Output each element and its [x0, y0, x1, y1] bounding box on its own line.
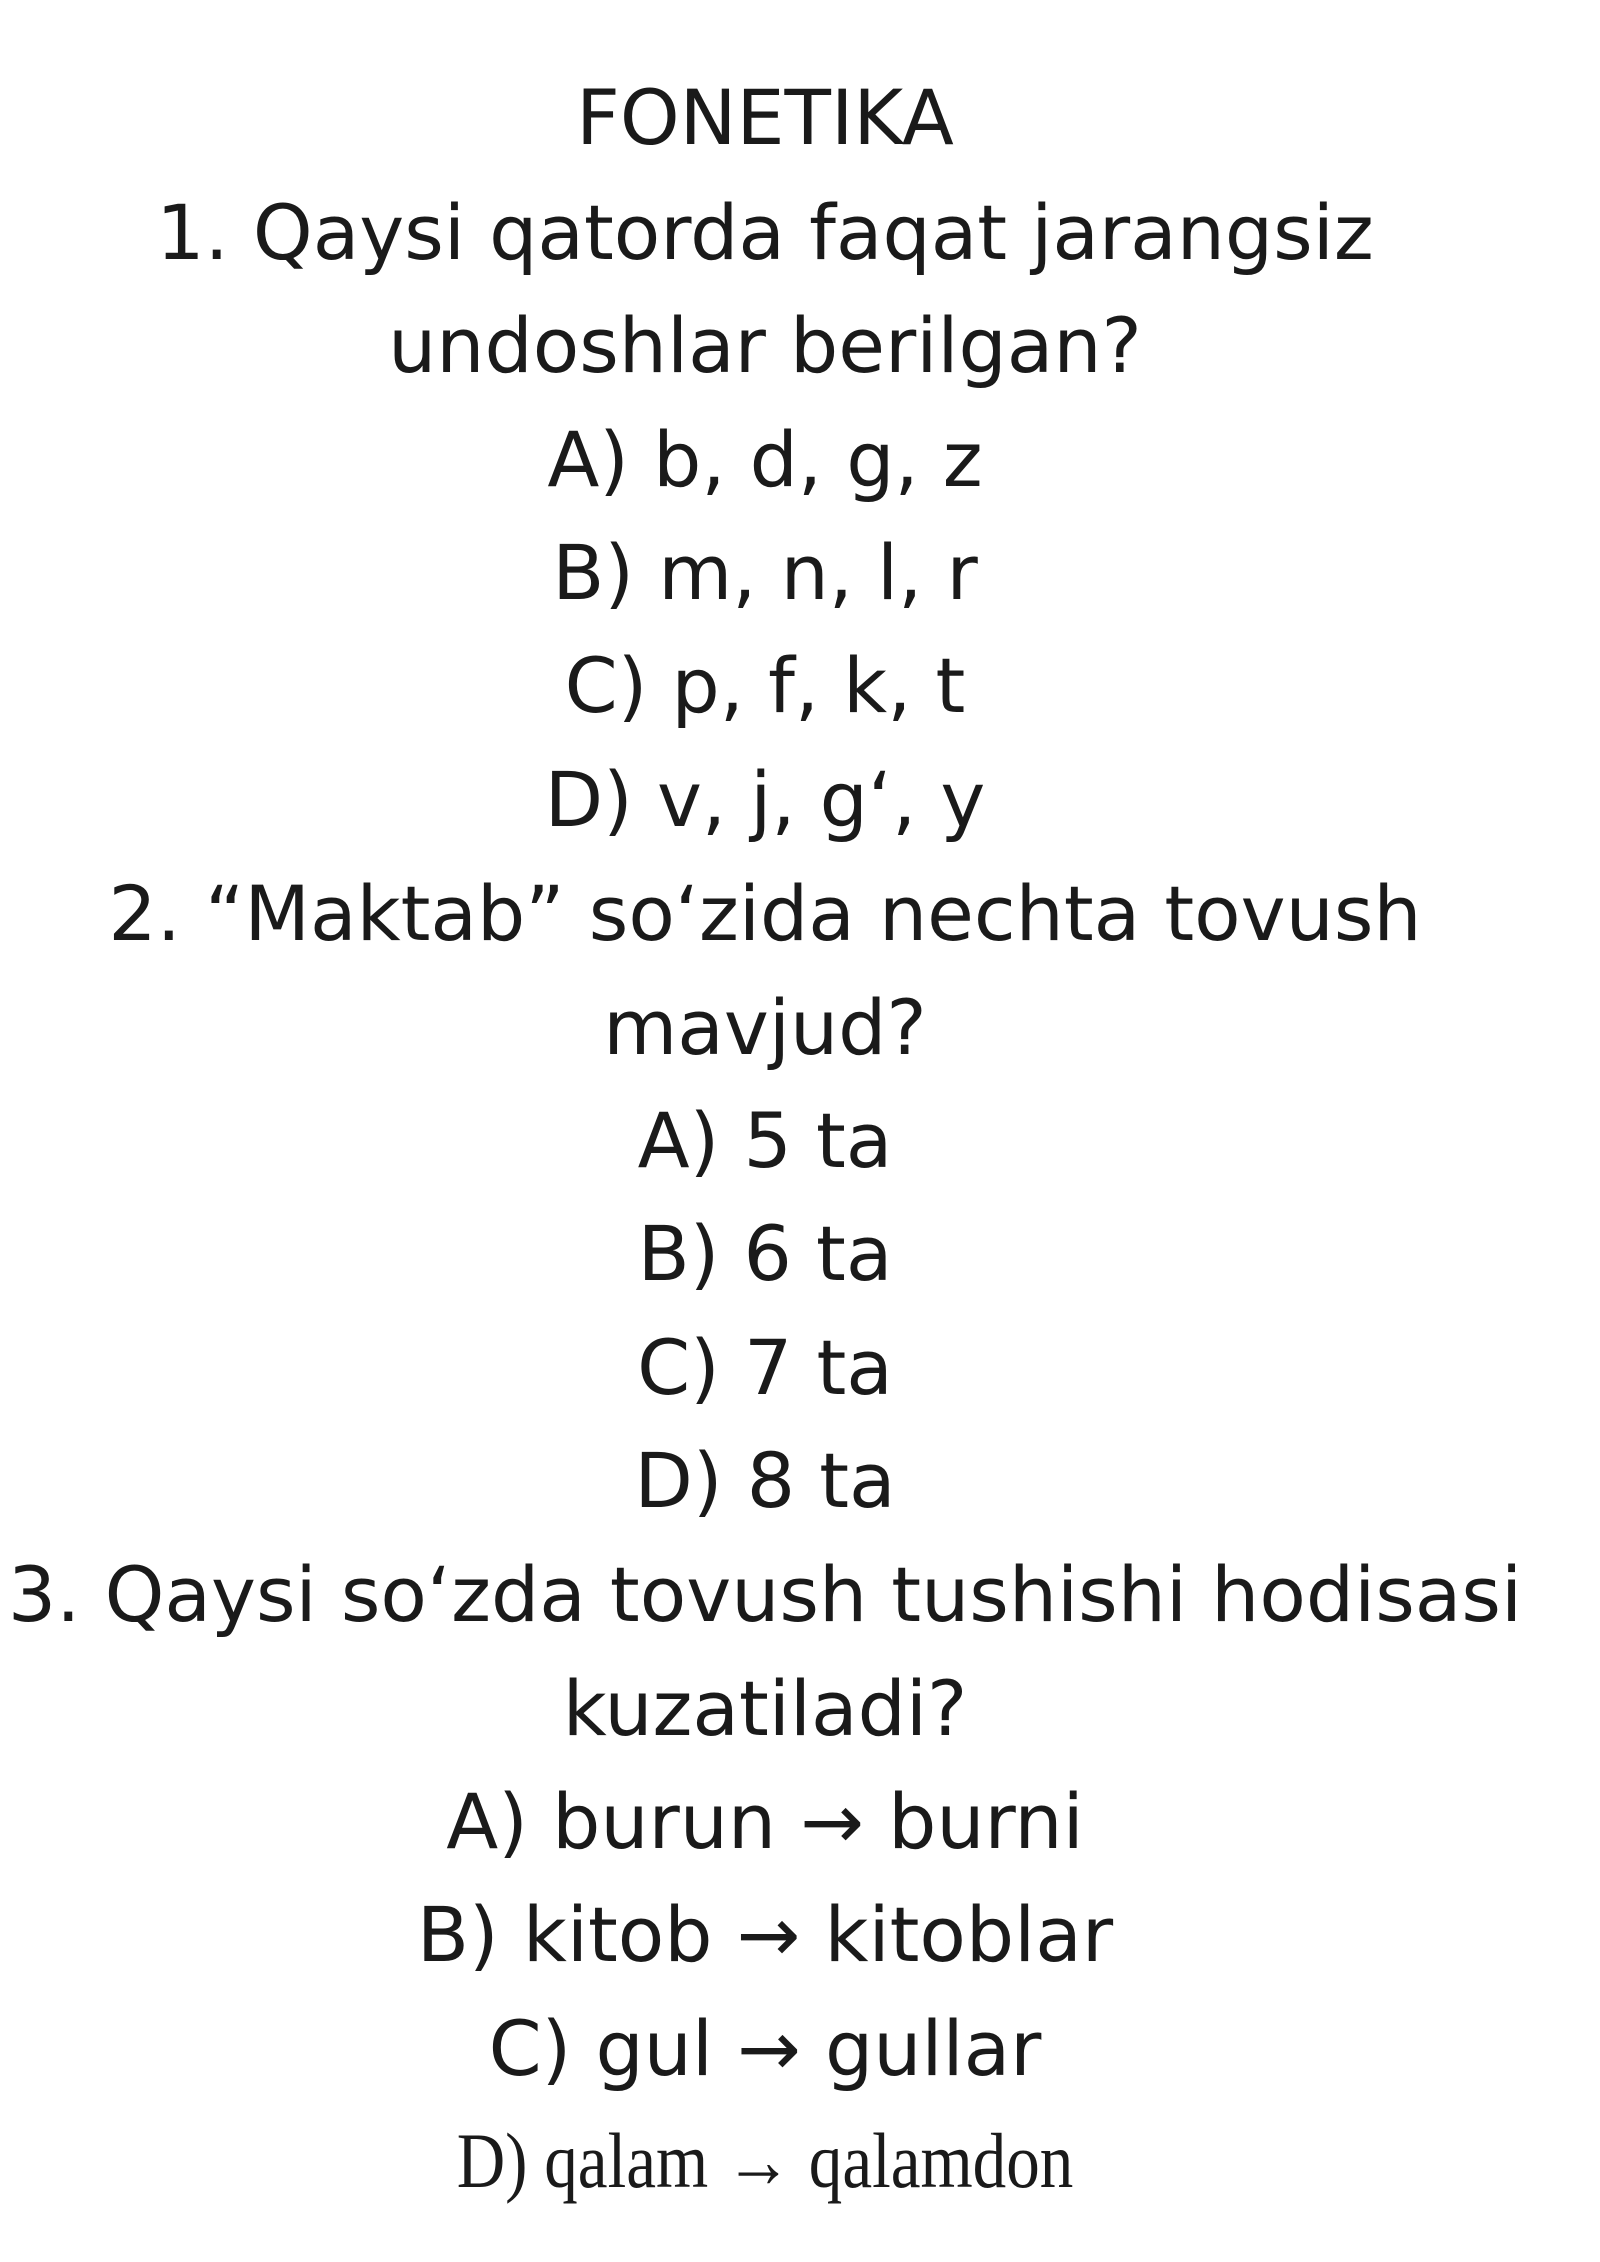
page-title: FONETIKA [576, 73, 954, 162]
question-1-text-line2: undoshlar berilgan? [388, 301, 1142, 390]
question-1-option-a: A) b, d, g, z [547, 415, 983, 504]
question-3-text-line2: kuzatiladi? [562, 1664, 968, 1753]
question-3-text-line1: 3. Qaysi so‘zda tovush tushishi hodisasi [7, 1550, 1523, 1639]
question-2-text-line1: 2. “Maktab” so‘zida nechta tovush [108, 869, 1422, 958]
question-1-option-b: B) m, n, l, r [552, 528, 978, 617]
question-1-text-line1: 1. Qaysi qatorda faqat jarangsiz [156, 188, 1374, 277]
question-2-option-a: A) 5 ta [637, 1096, 893, 1185]
question-1-option-c: C) p, f, k, t [564, 641, 966, 730]
question-1-option-d: D) v, j, g‘, y [544, 755, 986, 844]
question-3-option-a: A) burun → burni [446, 1777, 1084, 1866]
question-2-option-d: D) 8 ta [634, 1436, 896, 1525]
question-3-option-c: C) gul → gullar [488, 2004, 1042, 2093]
question-2-option-c: C) 7 ta [637, 1323, 893, 1412]
question-3-option-b: B) kitob → kitoblar [416, 1890, 1114, 1979]
question-3-option-d: D) qalam → qalamdon [456, 2117, 1074, 2204]
question-2-option-b: B) 6 ta [637, 1209, 893, 1298]
question-2-text-line2: mavjud? [603, 983, 927, 1072]
